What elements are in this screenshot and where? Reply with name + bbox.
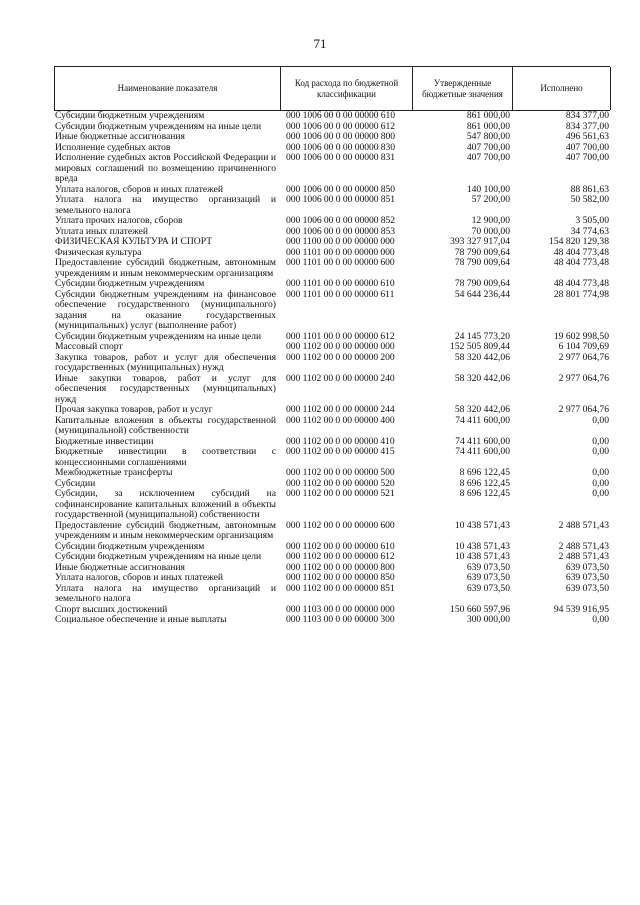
cell-executed: 639 073,50 (565, 582, 609, 594)
cell-name: Бюджетные инвестиции в соответствии с концессионными соглашениями (55, 446, 276, 468)
cell-executed: 50 582,00 (570, 194, 609, 205)
cell-code: 000 1102 00 0 00 00000 851 (286, 582, 395, 594)
cell-executed: 0,00 (592, 414, 609, 426)
table-row (54, 279, 610, 290)
cell-code: 000 1102 00 0 00 00000 244 (286, 404, 395, 415)
cell-approved: 78 790 009,64 (454, 246, 510, 258)
cell-name: Массовый спорт (55, 341, 123, 352)
cell-approved: 407 700,00 (466, 152, 510, 163)
cell-code: 000 1102 00 0 00 00000 200 (286, 351, 395, 363)
cell-executed: 2 977 064,76 (558, 372, 609, 384)
cell-approved: 10 438 571,43 (454, 519, 510, 531)
cell-code: 000 1006 00 0 00 00000 830 (286, 141, 396, 153)
cell-code: 000 1102 00 0 00 00000 400 (286, 414, 395, 426)
table-row (54, 615, 610, 626)
cell-code: 000 1103 00 0 00 00000 300 (286, 614, 395, 625)
table-body (54, 111, 610, 626)
table-row (54, 132, 610, 143)
cell-executed: 2 488 571,43 (558, 551, 609, 562)
cell-code: 000 1102 00 0 00 00000 612 (286, 551, 395, 562)
cell-code: 000 1102 00 0 00 00000 410 (286, 435, 395, 447)
cell-code: 000 1101 00 0 00 00000 600 (286, 257, 395, 268)
cell-name: Предоставление субсидий бюджетным, автономным учреждениям и иным некоммерческим организациям (55, 257, 276, 279)
cell-code: 000 1102 00 0 00 00000 500 (286, 467, 395, 478)
cell-approved: 74 411 600,00 (455, 446, 510, 457)
cell-name: Капитальные вложения в объекты государственной (муниципальной) собственности (55, 414, 276, 436)
cell-approved: 58 320 442,06 (454, 351, 510, 363)
cell-executed: 2 488 571,43 (558, 540, 609, 552)
cell-executed: 34 774,63 (570, 225, 609, 237)
cell-code: 000 1102 00 0 00 00000 800 (286, 561, 395, 573)
cell-approved: 10 438 571,43 (454, 540, 510, 552)
cell-approved: 70 000,00 (471, 225, 510, 237)
table-row (54, 153, 610, 185)
cell-approved: 74 411 600,00 (455, 435, 510, 447)
cell-executed: 2 977 064,76 (558, 404, 609, 415)
table-row (54, 584, 610, 605)
cell-executed: 154 820 129,38 (549, 236, 609, 247)
cell-code: 000 1103 00 0 00 00000 000 (286, 603, 395, 615)
cell-approved: 140 100,00 (466, 183, 510, 195)
cell-code: 000 1006 00 0 00 00000 800 (286, 131, 396, 142)
cell-approved: 639 073,50 (466, 572, 510, 583)
cell-executed: 19 602 998,50 (553, 330, 609, 342)
cell-executed: 496 561,63 (565, 131, 609, 142)
cell-executed: 0,00 (592, 477, 609, 489)
cell-name: Исполнение судебных актов (55, 141, 171, 153)
cell-executed: 0,00 (592, 614, 609, 625)
cell-name: Субсидии бюджетным учреждениям на финансовое обеспечение государственного (муниципального) задания на оказание государственных (муниципальных) услуг (выполнение работ) (55, 288, 276, 331)
cell-name: Субсидии бюджетным учреждениям (55, 540, 205, 552)
cell-code: 000 1101 00 0 00 00000 610 (286, 278, 395, 289)
table-row (54, 374, 610, 406)
table-row (54, 405, 610, 416)
cell-name: Иные бюджетные ассигнования (55, 131, 185, 142)
cell-approved: 54 644 236,44 (454, 288, 510, 300)
cell-executed: 407 700,00 (565, 152, 609, 163)
cell-code: 000 1006 00 0 00 00000 612 (286, 120, 396, 132)
page-number: 71 (313, 36, 327, 51)
header-name: Наименование показателя (55, 67, 281, 110)
cell-approved: 150 660 597,96 (450, 603, 510, 615)
table-row (54, 573, 610, 584)
cell-name: Субсидии (55, 477, 96, 489)
table-row (54, 489, 610, 521)
cell-executed: 639 073,50 (565, 561, 609, 573)
table-row (54, 111, 610, 122)
cell-executed: 6 104 709,69 (558, 341, 609, 352)
cell-name: Закупка товаров, работ и услуг для обеспечения государственных (муниципальных) нужд (55, 351, 276, 373)
cell-name: Уплата налога на имущество организаций и земельного налога (55, 582, 276, 604)
cell-code: 000 1102 00 0 00 00000 521 (286, 488, 395, 499)
header-approved: Утвержденные бюджетные значения (413, 67, 513, 110)
cell-name: Субсидии бюджетным учреждениям (55, 110, 205, 121)
table-header (54, 66, 610, 111)
cell-executed: 94 539 916,95 (553, 603, 609, 615)
cell-executed: 0,00 (592, 446, 609, 457)
cell-code: 000 1102 00 0 00 00000 000 (286, 341, 395, 352)
cell-code: 000 1006 00 0 00 00000 851 (286, 194, 396, 205)
cell-approved: 152 505 809,44 (450, 341, 510, 352)
cell-name: Межбюджетные трансферты (55, 467, 173, 478)
cell-name: Иные закупки товаров, работ и услуг для обеспечения государственных (муниципальных) нужд (55, 372, 276, 405)
cell-executed: 0,00 (592, 488, 609, 499)
cell-code: 000 1102 00 0 00 00000 415 (286, 446, 395, 457)
table-row (54, 416, 610, 437)
cell-name: Уплата налогов, сборов и иных платежей (55, 183, 224, 195)
cell-code: 000 1006 00 0 00 00000 852 (286, 215, 396, 226)
cell-name: Исполнение судебных актов Российской Федерации и мировых соглашений по возмещению причиненного вреда (55, 152, 276, 184)
table-row (54, 290, 610, 332)
cell-approved: 639 073,50 (466, 582, 510, 594)
cell-executed: 407 700,00 (565, 141, 609, 153)
budget-table (54, 66, 610, 626)
table-row (54, 521, 610, 542)
cell-code: 000 1102 00 0 00 00000 610 (286, 540, 395, 552)
cell-code: 000 1102 00 0 00 00000 520 (286, 477, 395, 489)
cell-name: Спорт высших достижений (55, 603, 168, 615)
cell-executed: 2 488 571,43 (558, 519, 609, 531)
cell-executed: 0,00 (592, 435, 609, 447)
cell-name: Уплата прочих налогов, сборов (55, 215, 183, 226)
cell-approved: 407 700,00 (466, 141, 510, 153)
cell-approved: 8 696 122,45 (459, 477, 510, 489)
cell-name: Субсидии бюджетным учреждениям на иные цели (55, 330, 262, 342)
cell-approved: 8 696 122,45 (459, 467, 510, 478)
cell-name: Предоставление субсидий бюджетным, автономным учреждениям и иным некоммерческим организациям (55, 519, 276, 541)
cell-executed: 834 377,00 (565, 110, 609, 121)
table-row (54, 195, 610, 216)
header-executed: Исполнено (513, 67, 611, 110)
table-row (54, 552, 610, 563)
cell-name: Уплата налогов, сборов и иных платежей (55, 572, 224, 583)
cell-approved: 58 320 442,06 (454, 404, 510, 415)
cell-name: Физическая культура (55, 246, 142, 258)
cell-executed: 28 801 774,98 (553, 288, 609, 300)
table-row (54, 237, 610, 248)
cell-approved: 300 000,00 (466, 614, 510, 625)
table-row (54, 258, 610, 279)
table-row (54, 353, 610, 374)
cell-approved: 393 327 917,04 (450, 236, 510, 247)
cell-approved: 8 696 122,45 (459, 488, 510, 499)
cell-executed: 639 073,50 (565, 572, 609, 583)
cell-approved: 74 411 600,00 (455, 414, 510, 426)
cell-code: 000 1101 00 0 00 00000 611 (286, 288, 395, 300)
cell-executed: 834 377,00 (565, 120, 609, 132)
cell-approved: 12 900,00 (471, 215, 510, 226)
table-row (54, 468, 610, 479)
cell-approved: 78 790 009,64 (454, 257, 510, 268)
cell-approved: 58 320 442,06 (454, 372, 510, 384)
cell-executed: 0,00 (592, 467, 609, 478)
cell-approved: 24 145 773,20 (454, 330, 510, 342)
cell-code: 000 1102 00 0 00 00000 600 (286, 519, 395, 531)
cell-executed: 48 404 773,48 (553, 246, 609, 258)
cell-name: Уплата налога на имущество организаций и земельного налога (55, 194, 276, 216)
cell-approved: 639 073,50 (466, 561, 510, 573)
cell-name: Субсидии бюджетным учреждениям (55, 278, 205, 289)
cell-approved: 78 790 009,64 (454, 278, 510, 289)
cell-approved: 10 438 571,43 (454, 551, 510, 562)
header-code: Код расхода по бюджетной классификации (281, 67, 413, 110)
cell-code: 000 1102 00 0 00 00000 240 (286, 372, 395, 384)
cell-executed: 3 505,00 (575, 215, 609, 226)
cell-code: 000 1101 00 0 00 00000 000 (286, 246, 395, 258)
cell-code: 000 1006 00 0 00 00000 610 (286, 110, 396, 121)
cell-approved: 57 200,00 (471, 194, 510, 205)
cell-name: Социальное обеспечение и иные выплаты (55, 614, 227, 625)
cell-code: 000 1101 00 0 00 00000 612 (286, 330, 395, 342)
cell-name: Прочая закупка товаров, работ и услуг (55, 404, 213, 415)
cell-approved: 861 000,00 (466, 110, 510, 121)
cell-executed: 48 404 773,48 (553, 278, 609, 289)
cell-code: 000 1102 00 0 00 00000 850 (286, 572, 395, 583)
table-row (54, 342, 610, 353)
cell-name: Бюджетные инвестиции (55, 435, 154, 447)
cell-name: Субсидии бюджетным учреждениям на иные цели (55, 551, 262, 562)
cell-code: 000 1006 00 0 00 00000 853 (286, 225, 396, 237)
cell-executed: 2 977 064,76 (558, 351, 609, 363)
cell-code: 000 1006 00 0 00 00000 850 (286, 183, 396, 195)
cell-name: Субсидии бюджетным учреждениям на иные цели (55, 120, 262, 132)
cell-approved: 547 800,00 (466, 131, 510, 142)
cell-name: Субсидии, за исключением субсидий на софинансирование капитальных вложений в объекты государственной (муниципальной) собственности (55, 488, 276, 520)
cell-name: ФИЗИЧЕСКАЯ КУЛЬТУРА И СПОРТ (55, 236, 213, 247)
cell-approved: 861 000,00 (466, 120, 510, 132)
cell-code: 000 1100 00 0 00 00000 000 (286, 236, 395, 247)
cell-executed: 48 404 773,48 (553, 257, 609, 268)
cell-name: Уплата иных платежей (55, 225, 149, 237)
table-row (54, 216, 610, 227)
table-row (54, 447, 610, 468)
cell-executed: 88 861,63 (570, 183, 609, 195)
cell-name: Иные бюджетные ассигнования (55, 561, 185, 573)
cell-code: 000 1006 00 0 00 00000 831 (286, 152, 396, 163)
